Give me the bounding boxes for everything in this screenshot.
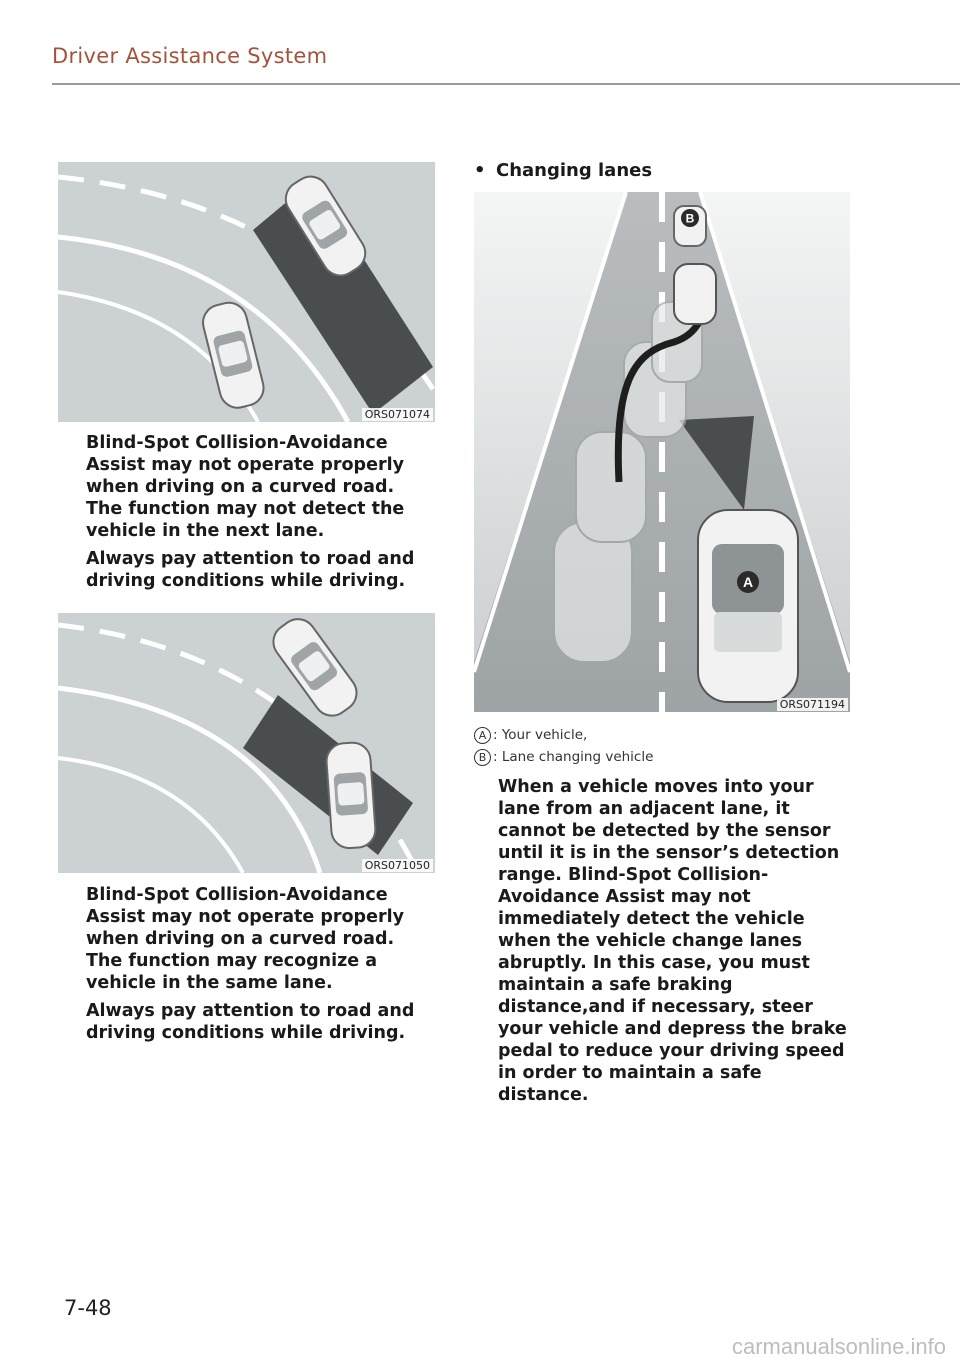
- bullet-icon: •: [474, 160, 486, 181]
- watermark: carmanualsonline.info: [731, 1334, 946, 1359]
- legend-text-a: : Your vehicle,: [493, 727, 588, 743]
- curve-same-lane-caution: Always pay attention to road and driving conditions while driving.: [86, 1001, 415, 1043]
- section-header-title: Driver Assistance System: [52, 44, 328, 68]
- legend-item-a: [474, 727, 587, 744]
- figure-curve-next-lane: [58, 162, 435, 422]
- legend-item-b: [474, 749, 653, 766]
- marker-b: B: [685, 211, 695, 226]
- curve-next-lane-text: Blind-Spot Collision-Avoidance Assist may not operate properly when driving on a curved road. The function may not detect the vehicle in the next lane.: [86, 433, 405, 541]
- legend-text-b: : Lane changing vehicle: [493, 749, 654, 765]
- changing-lanes-heading-text: Changing lanes: [496, 160, 653, 181]
- curve-same-lane-text: Blind-Spot Collision-Avoidance Assist may not operate properly when driving on a curved road. The function may recognize a vehicle in the same lane.: [86, 885, 404, 993]
- figure-code: ORS071074: [362, 408, 433, 421]
- changing-lanes-heading: [474, 160, 652, 181]
- figure-code: ORS071194: [777, 698, 848, 711]
- legend-letter-a: A: [474, 727, 491, 744]
- curve-next-lane-illustration: [58, 162, 435, 422]
- figure-curve-same-lane: [58, 613, 435, 873]
- changing-lanes-illustration: [474, 192, 850, 712]
- curve-same-lane-illustration: [58, 613, 435, 873]
- curve-next-lane-caution: Always pay attention to road and driving conditions while driving.: [86, 549, 415, 591]
- header-divider: [52, 83, 960, 85]
- figure-changing-lanes: [474, 192, 850, 712]
- figure-code: ORS071050: [362, 859, 433, 872]
- changing-lanes-text: When a vehicle moves into your lane from an adjacent lane, it cannot be detected by the sensor until it is in the sensor’s detection range. Blind-Spot Collision-Avoidance Assist may not immediately detect the vehicle when the vehicle change lanes abruptly. In this case, you must maintain a safe braking distance,and if necessary, steer your vehicle and depress the brake pedal to reduce your driving speed in order to maintain a safe distance.: [498, 777, 847, 1105]
- marker-a: A: [742, 574, 754, 590]
- page-number: 7-48: [64, 1296, 112, 1320]
- legend-letter-b: B: [474, 749, 491, 766]
